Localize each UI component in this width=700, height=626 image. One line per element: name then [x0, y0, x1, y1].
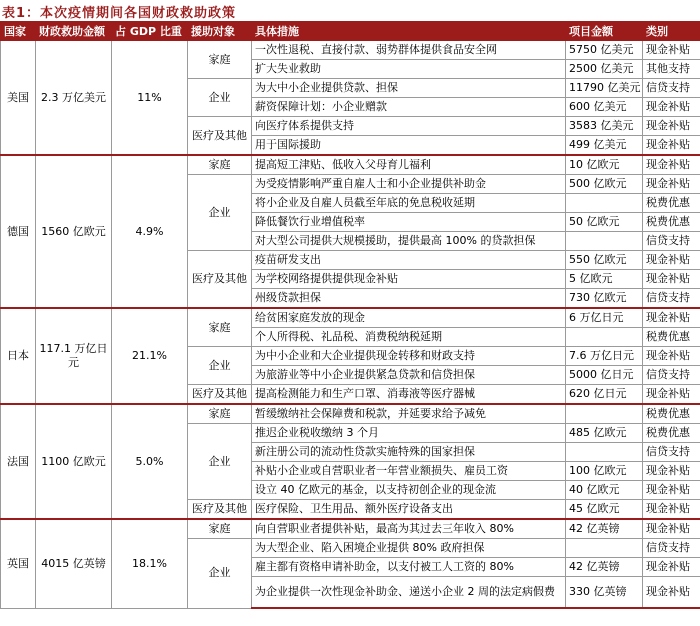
policy-table — [0, 21, 700, 609]
country-gdp-share: 18.1% — [112, 519, 188, 608]
table-row — [1, 308, 700, 328]
table-row — [1, 404, 700, 424]
category-label: 现金补贴 — [643, 481, 700, 500]
country-total-amount: 2.3 万亿美元 — [36, 41, 112, 156]
category-label: 现金补贴 — [643, 558, 700, 577]
project-amount: 6 万亿日元 — [566, 308, 643, 328]
category-label: 税费优惠 — [643, 424, 700, 443]
country-gdp-share: 21.1% — [112, 308, 188, 404]
category-label: 现金补贴 — [643, 500, 700, 520]
aid-target: 医疗及其他 — [188, 500, 252, 520]
category-label: 现金补贴 — [643, 98, 700, 117]
measure-text: 为大中小企业提供贷款、担保 — [252, 79, 566, 98]
country-total-amount: 117.1 万亿日元 — [36, 308, 112, 404]
measure-text: 为受疫情影响严重自雇人士和小企业提供补助金 — [252, 175, 566, 194]
country-name: 日本 — [1, 308, 36, 404]
category-label: 信贷支持 — [643, 79, 700, 98]
header-category: 类别 — [643, 22, 700, 41]
measure-text: 扩大失业救助 — [252, 60, 566, 79]
table-row — [1, 155, 700, 175]
table-title: 表1：本次疫情期间各国财政救助政策 — [2, 6, 237, 21]
project-amount: 11790 亿美元 — [566, 79, 643, 98]
project-amount: 5750 亿美元 — [566, 41, 643, 60]
aid-target: 医疗及其他 — [188, 251, 252, 309]
category-label: 税费优惠 — [643, 213, 700, 232]
aid-target: 家庭 — [188, 308, 252, 347]
measure-text: 个人所得税、礼品税、消费税纳税延期 — [252, 328, 566, 347]
measure-text: 提高短工津贴、低收入父母育儿福利 — [252, 155, 566, 175]
category-label: 现金补贴 — [643, 577, 700, 609]
category-label: 税费优惠 — [643, 328, 700, 347]
aid-target: 企业 — [188, 175, 252, 251]
project-amount: 5000 亿日元 — [566, 366, 643, 385]
aid-target: 企业 — [188, 347, 252, 385]
header-amount: 财政救助金额 — [36, 22, 112, 41]
country-gdp-share: 5.0% — [112, 404, 188, 519]
measure-text: 提高检测能力和生产口罩、消毒液等医疗器械 — [252, 385, 566, 405]
category-label: 现金补贴 — [643, 347, 700, 366]
measure-text: 向医疗体系提供支持 — [252, 117, 566, 136]
category-label: 信贷支持 — [643, 539, 700, 558]
aid-target: 医疗及其他 — [188, 385, 252, 405]
measure-text: 薪资保障计划：小企业赠款 — [252, 98, 566, 117]
measure-text: 降低餐饮行业增值税率 — [252, 213, 566, 232]
category-label: 现金补贴 — [643, 462, 700, 481]
project-amount: 620 亿日元 — [566, 385, 643, 405]
project-amount: 5 亿欧元 — [566, 270, 643, 289]
aid-target: 企业 — [188, 79, 252, 117]
country-name: 英国 — [1, 519, 36, 608]
project-amount: 10 亿欧元 — [566, 155, 643, 175]
project-amount — [566, 232, 643, 251]
project-amount — [566, 194, 643, 213]
header-row — [1, 22, 700, 41]
country-name: 德国 — [1, 155, 36, 308]
category-label: 税费优惠 — [643, 194, 700, 213]
header-country: 国家 — [1, 22, 36, 41]
category-label: 现金补贴 — [643, 155, 700, 175]
project-amount: 2500 亿美元 — [566, 60, 643, 79]
measure-text: 推迟企业税收缴纳 3 个月 — [252, 424, 566, 443]
category-label: 信贷支持 — [643, 443, 700, 462]
table-body — [1, 41, 700, 609]
project-amount: 330 亿英镑 — [566, 577, 643, 609]
measure-text: 设立 40 亿欧元的基金，以支持初创企业的现金流 — [252, 481, 566, 500]
project-amount: 730 亿欧元 — [566, 289, 643, 309]
aid-target: 家庭 — [188, 41, 252, 79]
project-amount: 500 亿欧元 — [566, 175, 643, 194]
country-name: 法国 — [1, 404, 36, 519]
category-label: 现金补贴 — [643, 308, 700, 328]
measure-text: 将小企业及自雇人员截至年底的免息税收延期 — [252, 194, 566, 213]
project-amount: 499 亿美元 — [566, 136, 643, 156]
measure-text: 雇主都有资格申请补助金，以支付被工人工资的 80% — [252, 558, 566, 577]
aid-target: 家庭 — [188, 155, 252, 175]
category-label: 现金补贴 — [643, 136, 700, 156]
project-amount — [566, 539, 643, 558]
measure-text: 为企业提供一次性现金补助金、递送小企业 2 周的法定病假费 — [252, 577, 566, 609]
project-amount: 42 亿英镑 — [566, 519, 643, 539]
project-amount: 485 亿欧元 — [566, 424, 643, 443]
measure-text: 用于国际援助 — [252, 136, 566, 156]
measure-text: 医疗保险、卫生用品、额外医疗设备支出 — [252, 500, 566, 520]
measure-text: 给贫困家庭发放的现金 — [252, 308, 566, 328]
header-measure: 具体措施 — [252, 22, 566, 41]
header-target: 援助对象 — [188, 22, 252, 41]
measure-text: 疫苗研发支出 — [252, 251, 566, 270]
project-amount: 50 亿欧元 — [566, 213, 643, 232]
country-gdp-share: 4.9% — [112, 155, 188, 308]
project-amount: 100 亿欧元 — [566, 462, 643, 481]
category-label: 信贷支持 — [643, 232, 700, 251]
measure-text: 向自营职业者提供补贴，最高为其过去三年收入 80% — [252, 519, 566, 539]
category-label: 其他支持 — [643, 60, 700, 79]
project-amount: 7.6 万亿日元 — [566, 347, 643, 366]
category-label: 现金补贴 — [643, 175, 700, 194]
aid-target: 企业 — [188, 424, 252, 500]
measure-text: 州级贷款担保 — [252, 289, 566, 309]
measure-text: 为旅游业等中小企业提供紧急贷款和信贷担保 — [252, 366, 566, 385]
table-row — [1, 41, 700, 60]
measure-text: 补贴小企业或自营职业者一年营业额损失、雇员工资 — [252, 462, 566, 481]
project-amount — [566, 404, 643, 424]
category-label: 现金补贴 — [643, 519, 700, 539]
category-label: 现金补贴 — [643, 270, 700, 289]
category-label: 信贷支持 — [643, 289, 700, 309]
project-amount: 600 亿美元 — [566, 98, 643, 117]
measure-text: 暂缓缴纳社会保障费和税款，并延要求给予减免 — [252, 404, 566, 424]
measure-text: 为大型企业、陷入困境企业提供 80% 政府担保 — [252, 539, 566, 558]
aid-target: 家庭 — [188, 404, 252, 424]
project-amount: 45 亿欧元 — [566, 500, 643, 520]
category-label: 现金补贴 — [643, 41, 700, 60]
country-total-amount: 1560 亿欧元 — [36, 155, 112, 308]
aid-target: 医疗及其他 — [188, 117, 252, 156]
project-amount: 3583 亿美元 — [566, 117, 643, 136]
aid-target: 家庭 — [188, 519, 252, 539]
project-amount — [566, 443, 643, 462]
category-label: 现金补贴 — [643, 117, 700, 136]
project-amount: 550 亿欧元 — [566, 251, 643, 270]
header-project-amount: 项目金额 — [566, 22, 643, 41]
header-gdp-share: 占 GDP 比重 — [112, 22, 188, 41]
category-label: 信贷支持 — [643, 366, 700, 385]
category-label: 税费优惠 — [643, 404, 700, 424]
measure-text: 新注册公司的流动性贷款实施特殊的国家担保 — [252, 443, 566, 462]
country-total-amount: 4015 亿英镑 — [36, 519, 112, 608]
measure-text: 为中小企业和大企业提供现金转移和财政支持 — [252, 347, 566, 366]
country-gdp-share: 11% — [112, 41, 188, 156]
measure-text: 一次性退税、直接付款、弱势群体提供食品安全网 — [252, 41, 566, 60]
table-row — [1, 519, 700, 539]
country-name: 美国 — [1, 41, 36, 156]
project-amount: 42 亿英镑 — [566, 558, 643, 577]
category-label: 现金补贴 — [643, 251, 700, 270]
measure-text: 对大型公司提供大规模援助，提供最高 100% 的贷款担保 — [252, 232, 566, 251]
project-amount: 40 亿欧元 — [566, 481, 643, 500]
category-label: 现金补贴 — [643, 385, 700, 405]
project-amount — [566, 328, 643, 347]
aid-target: 企业 — [188, 539, 252, 609]
measure-text: 为学校网络提供提供现金补贴 — [252, 270, 566, 289]
country-total-amount: 1100 亿欧元 — [36, 404, 112, 519]
